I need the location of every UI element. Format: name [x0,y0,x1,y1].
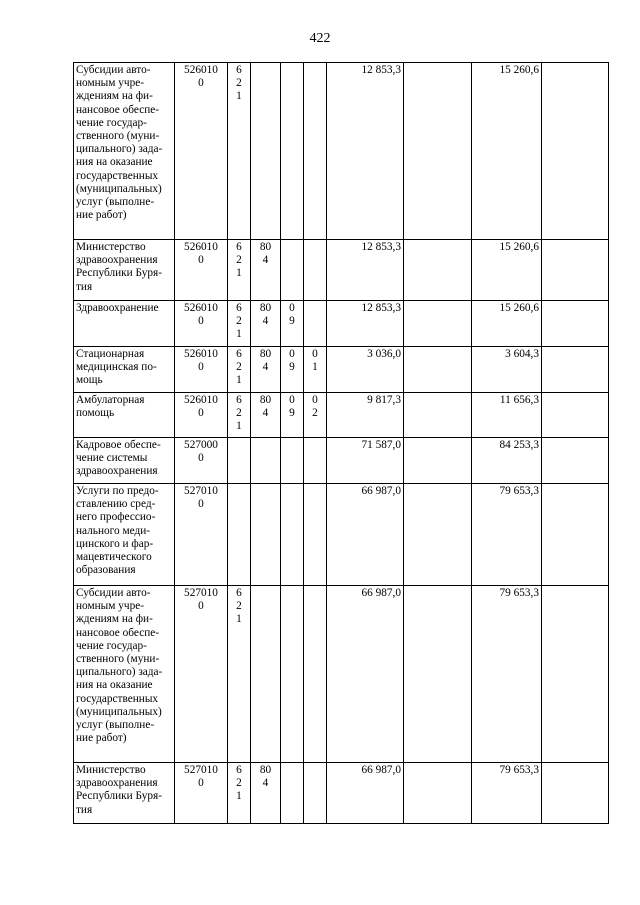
amount-1-cell: 12 853,3 [327,301,404,347]
section-code-cell: 0 9 [281,393,304,438]
amount-2-cell: 3 604,3 [472,347,542,393]
table-row [74,63,609,240]
amount-1-cell: 3 036,0 [327,347,404,393]
amount-2-cell: 79 653,3 [472,484,542,586]
target-article-code-cell: 527010 0 [175,484,228,586]
empty-cell [404,484,472,586]
empty-cell [542,240,609,301]
section-code-cell [281,438,304,484]
row-name-cell: Здравоохранение [74,301,175,347]
empty-cell [404,393,472,438]
ministry-code-cell: 80 4 [251,301,281,347]
table-row [74,301,609,347]
expense-type-code-cell [228,484,251,586]
amount-1-cell: 71 587,0 [327,438,404,484]
empty-cell [404,586,472,763]
expense-type-code-cell [228,438,251,484]
amount-1-cell: 66 987,0 [327,763,404,824]
section-code-cell [281,63,304,240]
empty-cell [404,438,472,484]
amount-1-cell: 66 987,0 [327,586,404,763]
ministry-code-cell: 80 4 [251,347,281,393]
target-article-code-cell: 527010 0 [175,586,228,763]
empty-cell [542,393,609,438]
expense-type-code-cell: 6 2 1 [228,586,251,763]
amount-1-cell: 9 817,3 [327,393,404,438]
section-code-cell [281,240,304,301]
ministry-code-cell [251,586,281,763]
amount-1-cell: 66 987,0 [327,484,404,586]
amount-2-cell: 15 260,6 [472,240,542,301]
target-article-code-cell: 526010 0 [175,393,228,438]
ministry-code-cell [251,438,281,484]
subsection-code-cell [304,63,327,240]
row-name-cell: Стационарная медицинская по- мощь [74,347,175,393]
row-name-cell: Кадровое обеспе- чение системы здравоохранения [74,438,175,484]
budget-table [73,62,609,824]
table-row [74,484,609,586]
subsection-code-cell [304,763,327,824]
ministry-code-cell [251,63,281,240]
section-code-cell [281,586,304,763]
ministry-code-cell: 80 4 [251,763,281,824]
expense-type-code-cell: 6 2 1 [228,63,251,240]
expense-type-code-cell: 6 2 1 [228,301,251,347]
empty-cell [542,301,609,347]
subsection-code-cell: 0 2 [304,393,327,438]
target-article-code-cell: 526010 0 [175,301,228,347]
empty-cell [404,301,472,347]
section-code-cell [281,484,304,586]
row-name-cell: Субсидии авто- номным учре- ждениям на фи- нансовое обеспе- чение государ- ственного (муни- ципального) зада- ния на оказание государственных (муниципальных) услуг (выполне- ние работ) [74,586,175,763]
empty-cell [542,438,609,484]
empty-cell [542,63,609,240]
section-code-cell: 0 9 [281,347,304,393]
expense-type-code-cell: 6 2 1 [228,393,251,438]
subsection-code-cell: 0 1 [304,347,327,393]
target-article-code-cell: 527010 0 [175,763,228,824]
empty-cell [404,63,472,240]
expense-type-code-cell: 6 2 1 [228,240,251,301]
subsection-code-cell [304,301,327,347]
subsection-code-cell [304,438,327,484]
ministry-code-cell: 80 4 [251,240,281,301]
amount-2-cell: 15 260,6 [472,301,542,347]
table-row [74,763,609,824]
row-name-cell: Субсидии авто- номным учре- ждениям на фи- нансовое обеспе- чение государ- ственного (муни- ципального) зада- ния на оказание государственных (муниципальных) услуг (выполне- ние работ) [74,63,175,240]
row-name-cell: Министерство здравоохранения Республики Буря- тия [74,763,175,824]
empty-cell [542,347,609,393]
ministry-code-cell [251,484,281,586]
empty-cell [542,763,609,824]
expense-type-code-cell: 6 2 1 [228,763,251,824]
section-code-cell [281,763,304,824]
target-article-code-cell: 527000 0 [175,438,228,484]
amount-1-cell: 12 853,3 [327,240,404,301]
target-article-code-cell: 526010 0 [175,347,228,393]
row-name-cell: Амбулаторная помощь [74,393,175,438]
amount-2-cell: 15 260,6 [472,63,542,240]
target-article-code-cell: 526010 0 [175,63,228,240]
table-row [74,438,609,484]
empty-cell [404,240,472,301]
expense-type-code-cell: 6 2 1 [228,347,251,393]
table-row [74,586,609,763]
subsection-code-cell [304,484,327,586]
amount-2-cell: 79 653,3 [472,586,542,763]
table-row [74,240,609,301]
amount-2-cell: 79 653,3 [472,763,542,824]
target-article-code-cell: 526010 0 [175,240,228,301]
ministry-code-cell: 80 4 [251,393,281,438]
amount-2-cell: 11 656,3 [472,393,542,438]
row-name-cell: Услуги по предо- ставлению сред- него профессио- нального меди- цинского и фар- мацевтического образования [74,484,175,586]
amount-2-cell: 84 253,3 [472,438,542,484]
empty-cell [404,763,472,824]
empty-cell [542,484,609,586]
empty-cell [542,586,609,763]
page-number: 422 [309,31,331,46]
subsection-code-cell [304,240,327,301]
subsection-code-cell [304,586,327,763]
row-name-cell: Министерство здравоохранения Республики Буря- тия [74,240,175,301]
section-code-cell: 0 9 [281,301,304,347]
amount-1-cell: 12 853,3 [327,63,404,240]
empty-cell [404,347,472,393]
table-row [74,393,609,438]
table-row [74,347,609,393]
